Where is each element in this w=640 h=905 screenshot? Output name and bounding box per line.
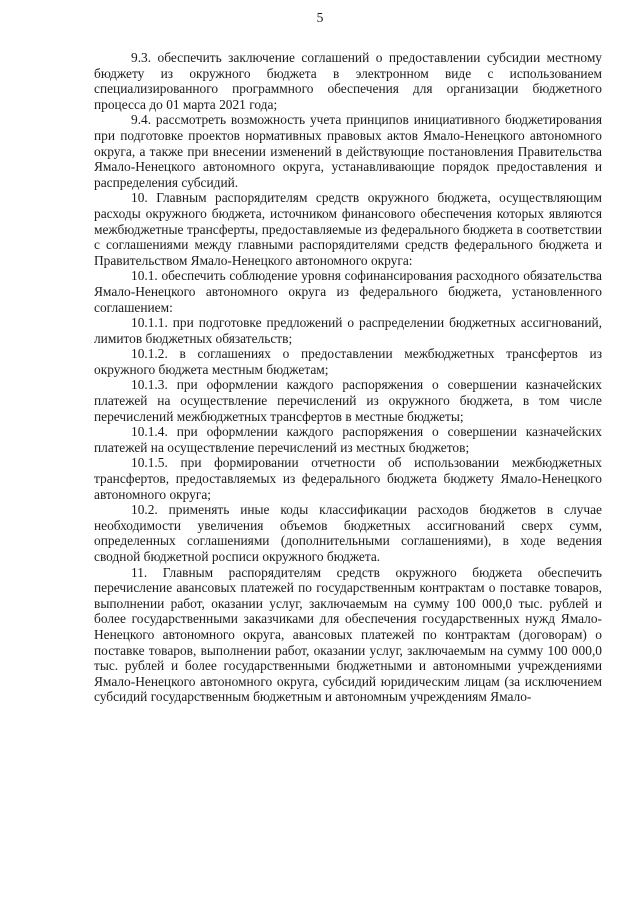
paragraph-10-1-3: 10.1.3. при оформлении каждого распоряжения о совершении казначейских платежей на осуществление перечислений из окружного бюджета, в том числе перечислений межбюджетных трансфертов в местные бюджеты;	[94, 377, 602, 424]
paragraph-10-1-1: 10.1.1. при подготовке предложений о распределении бюджетных ассигнований, лимитов бюджетных обязательств;	[94, 315, 602, 346]
paragraph-10-1-2: 10.1.2. в соглашениях о предоставлении межбюджетных трансфертов из окружного бюджета местным бюджетам;	[94, 346, 602, 377]
paragraph-10: 10. Главным распорядителям средств окружного бюджета, осуществляющим расходы окружного бюджета, источником финансового обеспечения которых являются межбюджетные трансферты, предоставляемые из федерального бюджета в соответствии с соглашениями между главными распорядителями средств федерального бюджета и Правительством Ямало-Ненецкого автономного округа:	[94, 190, 602, 268]
body-text	[94, 50, 602, 705]
paragraph-10-2: 10.2. применять иные коды классификации расходов бюджетов в случае необходимости увеличения объемов бюджетных ассигнований сверх сумм, определенных соглашениями (дополнительными соглашениями), в ходе ведения сводной бюджетной росписи окружного бюджета.	[94, 502, 602, 564]
paragraph-10-1: 10.1. обеспечить соблюдение уровня софинансирования расходного обязательства Ямало-Ненецкого автономного округа из федерального бюджета, установленного соглашением:	[94, 268, 602, 315]
paragraph-11: 11. Главным распорядителям средств окружного бюджета обеспечить перечисление авансовых платежей по государственным контрактам о поставке товаров, выполнении работ, оказании услуг, заключаемым на сумму 100 000,0 тыс. рублей и более государственными заказчиками для обеспечения государственных нужд Ямало-Ненецкого автономного округа, авансовых платежей по контрактам (договорам) о поставке товаров, выполнении работ, оказании услуг, заключаемым на сумму 100 000,0 тыс. рублей и более государственными бюджетными и автономными учреждениями Ямало-Ненецкого автономного округа, субсидий юридическим лицам (за исключением субсидий государственным бюджетным и автономным учреждениям Ямало-	[94, 564, 602, 705]
paragraph-9-4: 9.4. рассмотреть возможность учета принципов инициативного бюджетирования при подготовке проектов нормативных правовых актов Ямало-Ненецкого автономного округа, а также при внесении изменений в действующие постановления Правительства Ямало-Ненецкого автономного округа, устанавливающие порядок предоставления и распределения субсидий.	[94, 112, 602, 190]
page-number: 5	[316, 10, 324, 25]
paragraph-9-3: 9.3. обеспечить заключение соглашений о предоставлении субсидии местному бюджету из окружного бюджета в электронном виде с использованием специализированного программного обеспечения для организации бюджетного процесса до 01 марта 2021 года;	[94, 50, 602, 112]
paragraph-10-1-5: 10.1.5. при формировании отчетности об использовании межбюджетных трансфертов, предоставляемых из федерального бюджета бюджету Ямало-Ненецкого автономного округа;	[94, 455, 602, 502]
paragraph-10-1-4: 10.1.4. при оформлении каждого распоряжения о совершении казначейских платежей на осуществление перечислений из местных бюджетов;	[94, 424, 602, 455]
